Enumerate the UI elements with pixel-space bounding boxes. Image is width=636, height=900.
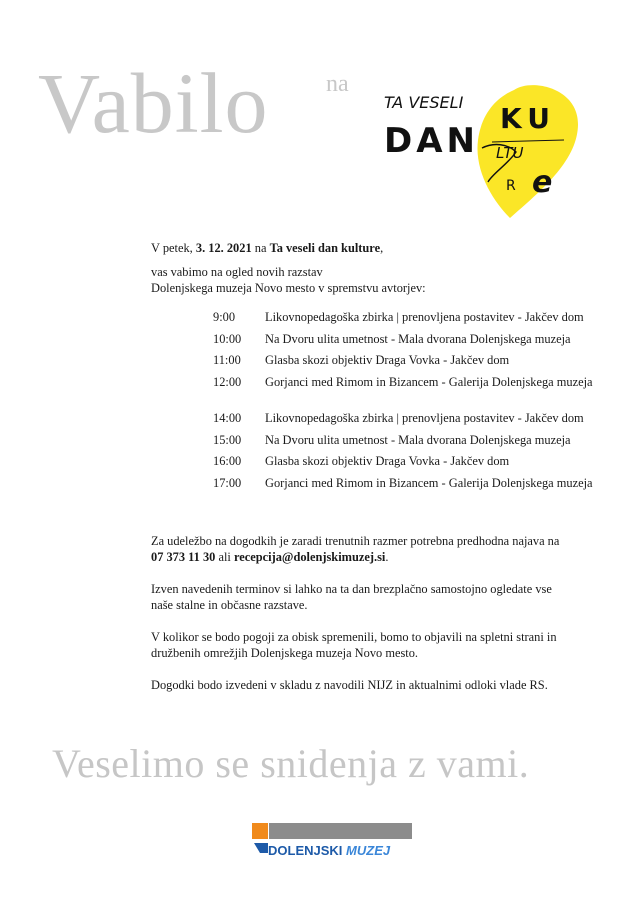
logo-letter-r: R xyxy=(506,178,516,194)
changes-note: V kolikor se bodo pogoji za obisk spremenili, bomo to objavili na spletni strani in družbenih omrežjih Dolenjskega muzeja Novo mesto. xyxy=(151,630,557,660)
registration-text: Za udeležbo na dogodkih je zaradi trenutnih razmer potrebna predhodna najava na xyxy=(151,534,560,548)
email-link[interactable]: recepcija@dolenjskimuzej.si xyxy=(233,550,386,564)
schedule-event: Likovnopedagoška zbirka | prenovljena postavitev - Jakčev dom xyxy=(265,411,584,425)
schedule-time: 12:00 xyxy=(213,374,242,389)
intro-line1 xyxy=(151,240,571,256)
free-visit-note: Izven navedenih terminov si lahko na ta dan brezplačno samostojno ogledate vse naše stalne in občasne razstave. xyxy=(151,582,552,612)
brand-name xyxy=(268,843,390,858)
schedule-row xyxy=(213,309,613,331)
schedule-time: 17:00 xyxy=(213,475,242,490)
schedule-row xyxy=(213,374,613,396)
schedule-event: Na Dvoru ulita umetnost - Mala dvorana Dolenjskega muzeja xyxy=(265,331,571,346)
schedule-event: Na Dvoru ulita umetnost - Mala dvorana Dolenjskega muzeja xyxy=(265,432,571,447)
logo-orange-square xyxy=(252,823,268,839)
intro-text xyxy=(151,240,571,296)
schedule-event: Likovnopedagoška zbirka | prenovljena postavitev - Jakčev dom xyxy=(265,310,584,324)
schedule-afternoon xyxy=(213,410,613,496)
schedule-time: 9:00 xyxy=(213,310,236,324)
or-word: ali xyxy=(218,550,231,564)
title-suffix: na xyxy=(326,71,349,97)
schedule-morning xyxy=(213,309,613,395)
logo-letters-ltu: LTU xyxy=(496,144,524,162)
logo-letter-e: e xyxy=(532,165,553,200)
logo-line1: TA VESELI xyxy=(384,93,464,112)
schedule-row xyxy=(213,453,613,475)
schedule-event: Gorjanci med Rimom in Bizancem - Galerija Dolenjskega muzeja xyxy=(265,475,593,490)
email-suffix: . xyxy=(385,550,389,564)
schedule-time: 16:00 xyxy=(213,454,242,468)
schedule-row xyxy=(213,475,613,497)
schedule-event: Glasba skozi objektiv Draga Vovka - Jakčev dom xyxy=(265,454,510,468)
brand-word1: DOLENJSKI xyxy=(268,843,343,858)
schedule-time: 15:00 xyxy=(213,432,242,447)
footer-slogan: Veselimo se snidenja z vami. xyxy=(52,741,530,786)
nijz-note: Dogodki bodo izvedeni v skladu z navodili NIJZ in aktualnimi odloki vlade RS. xyxy=(151,678,548,692)
schedule-event: Glasba skozi objektiv Draga Vovka - Jakčev dom xyxy=(265,353,510,367)
logo-line2: DAN xyxy=(384,121,479,161)
notes-section xyxy=(151,533,571,709)
event-date: 3. 12. 2021 xyxy=(195,241,252,255)
schedule-time: 14:00 xyxy=(213,411,242,425)
phone-number[interactable]: 07 373 11 30 xyxy=(151,550,216,564)
brand-word2: MUZEJ xyxy=(346,843,391,858)
intro-line2: vas vabimo na ogled novih razstav xyxy=(151,265,323,279)
intro-mid: na xyxy=(254,241,267,255)
schedule-row xyxy=(213,432,613,454)
registration-note xyxy=(151,533,571,565)
event-name: Ta veseli dan kulture xyxy=(269,241,381,255)
ta-veseli-dan-kulture-logo xyxy=(382,82,588,222)
logo-gray-bar xyxy=(269,823,412,839)
logo-letters-ku: KU xyxy=(500,102,556,135)
schedule-time: 11:00 xyxy=(213,353,241,367)
schedule-row xyxy=(213,410,613,432)
intro-comma: , xyxy=(380,241,384,255)
schedule-row xyxy=(213,352,613,374)
logo-stripe-mark xyxy=(254,843,268,853)
schedule-event: Gorjanci med Rimom in Bizancem - Galerija Dolenjskega muzeja xyxy=(265,374,593,389)
page-title: Vabilo xyxy=(38,55,269,151)
schedule-row xyxy=(213,331,613,353)
schedule-time: 10:00 xyxy=(213,331,242,346)
intro-prefix: V petek, xyxy=(151,241,193,255)
intro-line3: Dolenjskega muzeja Novo mesto v spremstvu avtorjev: xyxy=(151,281,426,295)
